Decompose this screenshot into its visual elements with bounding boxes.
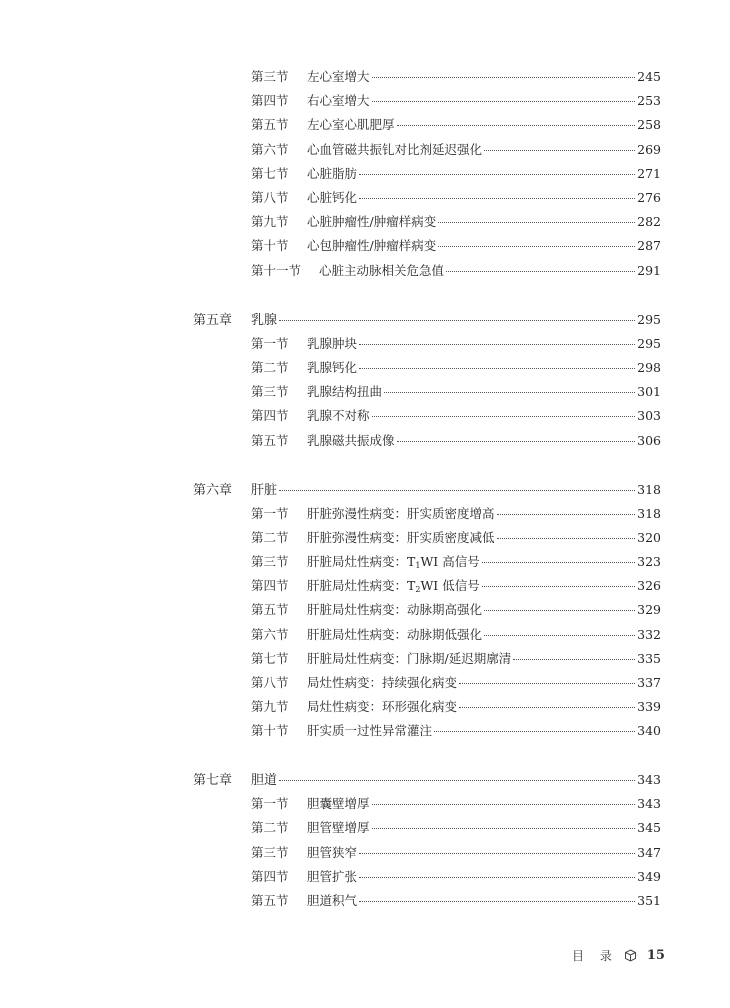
toc-section-row[interactable] <box>251 843 661 863</box>
toc-section-row[interactable] <box>251 382 661 402</box>
chapter-title: 乳腺 <box>251 313 278 328</box>
toc-section-row[interactable] <box>251 236 661 256</box>
toc-section-row[interactable] <box>251 721 661 741</box>
page-number: 245 <box>637 69 661 84</box>
page-number: 337 <box>637 675 661 690</box>
toc-section-row[interactable] <box>251 794 661 814</box>
page-number: 269 <box>637 142 661 157</box>
page-number: 335 <box>637 651 661 666</box>
page-number: 298 <box>637 360 661 375</box>
section-number: 第三节 <box>251 384 289 399</box>
toc-section-row[interactable] <box>251 673 661 693</box>
section-number: 第三节 <box>251 554 289 569</box>
dot-leader <box>482 585 635 587</box>
section-number: 第二节 <box>251 820 289 835</box>
section-title: 肝脏局灶性病变：门脉期/延迟期廓清 <box>307 651 512 666</box>
section-title: 肝实质一过性异常灌注 <box>307 723 433 738</box>
dot-leader <box>434 730 635 732</box>
section-title-suffix: WI 高信号 <box>420 554 480 569</box>
section-title: 乳腺肿块 <box>307 336 358 351</box>
section-title: 心脏钙化 <box>307 190 358 205</box>
dot-leader <box>359 367 635 369</box>
section-title: 心脏主动脉相关危急值 <box>319 263 445 278</box>
section-number: 第四节 <box>251 408 289 423</box>
section-title: 乳腺结构扭曲 <box>307 384 383 399</box>
section-title: 胆管扩张 <box>307 869 358 884</box>
section-number: 第六节 <box>251 142 289 157</box>
page-number: 332 <box>637 627 661 642</box>
page-number: 329 <box>637 602 661 617</box>
section-number: 第五节 <box>251 893 289 908</box>
dot-leader <box>484 634 635 636</box>
toc-section-row[interactable] <box>251 504 661 524</box>
dot-leader <box>446 270 635 272</box>
dot-leader <box>497 537 636 539</box>
section-title-prefix: 肝脏局灶性病变：T <box>307 554 416 569</box>
section-title: 右心室增大 <box>307 93 370 108</box>
page-number: 282 <box>637 214 661 229</box>
toc-section-row[interactable] <box>251 528 661 548</box>
section-title: 乳腺磁共振成像 <box>307 433 395 448</box>
dot-leader <box>359 900 635 902</box>
toc-section-row[interactable] <box>251 552 661 572</box>
toc-section-row[interactable] <box>251 600 661 620</box>
section-number: 第三节 <box>251 69 289 84</box>
dot-leader <box>279 319 635 321</box>
toc-chapter-row[interactable] <box>193 480 661 500</box>
section-title: 局灶性病变：持续强化病变 <box>307 675 458 690</box>
section-number: 第一节 <box>251 796 289 811</box>
page-number: 326 <box>637 578 661 593</box>
toc-section-row[interactable] <box>251 625 661 645</box>
dot-leader <box>438 245 635 247</box>
toc-section-row[interactable] <box>251 406 661 426</box>
subscript-digit: 2 <box>415 585 421 594</box>
footer-section-name: 目 录 <box>572 948 618 963</box>
page-number: 318 <box>637 506 661 521</box>
toc-section-row[interactable] <box>251 140 661 160</box>
dot-leader <box>372 827 636 829</box>
dot-leader <box>497 513 636 515</box>
section-title: 心脏脂肪 <box>307 166 358 181</box>
section-title: 胆管狭窄 <box>307 845 358 860</box>
page-number: 343 <box>637 796 661 811</box>
dot-leader <box>459 706 635 708</box>
toc-chapter-row[interactable] <box>193 770 661 790</box>
page-number: 295 <box>637 336 661 351</box>
book-cube-icon <box>624 949 637 962</box>
page-number: 295 <box>637 312 661 327</box>
toc-section-row[interactable] <box>251 261 661 281</box>
page-number: 303 <box>637 408 661 423</box>
page-number: 306 <box>637 433 661 448</box>
page-number: 291 <box>637 263 661 278</box>
section-number: 第一节 <box>251 506 289 521</box>
toc-section-row[interactable] <box>251 867 661 887</box>
page-number: 258 <box>637 117 661 132</box>
section-title: 肝脏弥漫性病变：肝实质密度减低 <box>307 530 495 545</box>
page-number: 318 <box>637 482 661 497</box>
section-number: 第一节 <box>251 336 289 351</box>
section-title: 心包肿瘤性/肿瘤样病变 <box>307 238 437 253</box>
section-title <box>307 576 480 596</box>
page-number: 343 <box>637 772 661 787</box>
section-number: 第九节 <box>251 699 289 714</box>
section-number: 第九节 <box>251 214 289 229</box>
section-number: 第八节 <box>251 675 289 690</box>
dot-leader <box>359 197 635 199</box>
section-number: 第五节 <box>251 117 289 132</box>
subscript-digit: 1 <box>415 561 421 570</box>
toc-section-row[interactable] <box>251 649 661 669</box>
section-title: 心血管磁共振钆对比剂延迟强化 <box>307 142 483 157</box>
dot-leader <box>372 76 636 78</box>
section-number: 第十节 <box>251 723 289 738</box>
dot-leader <box>397 124 636 126</box>
section-title: 肝脏局灶性病变：动脉期高强化 <box>307 602 483 617</box>
section-title-suffix: WI 低信号 <box>420 578 480 593</box>
page-number: 253 <box>637 93 661 108</box>
dot-leader <box>372 415 636 417</box>
toc-section-row[interactable] <box>251 818 661 838</box>
section-number: 第八节 <box>251 190 289 205</box>
page-number: 271 <box>637 166 661 181</box>
section-number: 第五节 <box>251 602 289 617</box>
section-title: 胆管壁增厚 <box>307 820 370 835</box>
section-number: 第六节 <box>251 627 289 642</box>
toc-section-row[interactable] <box>251 67 661 87</box>
dot-leader <box>279 779 635 781</box>
section-number: 第十节 <box>251 238 289 253</box>
page-number: 347 <box>637 845 661 860</box>
toc-section-row[interactable] <box>251 188 661 208</box>
section-number: 第十一节 <box>251 263 302 278</box>
section-number: 第五节 <box>251 433 289 448</box>
toc-chapter-row[interactable] <box>193 310 661 330</box>
dot-leader <box>359 343 635 345</box>
section-title: 心脏肿瘤性/肿瘤样病变 <box>307 214 437 229</box>
section-title-prefix: 肝脏局灶性病变：T <box>307 578 416 593</box>
dot-leader <box>459 682 635 684</box>
footer-page-number: 15 <box>646 947 665 963</box>
page-number: 345 <box>637 820 661 835</box>
toc-section-row[interactable] <box>251 115 661 135</box>
chapter-title: 肝脏 <box>251 483 278 498</box>
page-number: 351 <box>637 893 661 908</box>
dot-leader <box>438 221 635 223</box>
section-number: 第二节 <box>251 530 289 545</box>
chapter-number: 第五章 <box>193 313 233 328</box>
page-number: 276 <box>637 190 661 205</box>
dot-leader <box>359 852 635 854</box>
page-number: 287 <box>637 238 661 253</box>
toc-section-row[interactable] <box>251 431 661 451</box>
dot-leader <box>482 561 635 563</box>
section-title <box>307 552 480 572</box>
chapter-number: 第七章 <box>193 773 233 788</box>
section-title: 肝脏局灶性病变：动脉期低强化 <box>307 627 483 642</box>
section-title: 乳腺不对称 <box>307 408 370 423</box>
section-number: 第四节 <box>251 578 289 593</box>
section-number: 第二节 <box>251 360 289 375</box>
page-footer <box>572 945 665 965</box>
dot-leader <box>372 100 636 102</box>
dot-leader <box>397 440 636 442</box>
toc-section-row[interactable] <box>251 212 661 232</box>
section-title: 左心室增大 <box>307 69 370 84</box>
dot-leader <box>513 658 635 660</box>
toc-section-row[interactable] <box>251 697 661 717</box>
section-number: 第七节 <box>251 166 289 181</box>
section-title: 胆囊壁增厚 <box>307 796 370 811</box>
toc-section-row[interactable] <box>251 334 661 354</box>
dot-leader <box>372 803 636 805</box>
dot-leader <box>484 609 635 611</box>
dot-leader <box>359 876 635 878</box>
page-number: 339 <box>637 699 661 714</box>
dot-leader <box>359 173 635 175</box>
chapter-number: 第六章 <box>193 483 233 498</box>
section-number: 第七节 <box>251 651 289 666</box>
chapter-title: 胆道 <box>251 773 278 788</box>
section-number: 第四节 <box>251 93 289 108</box>
dot-leader <box>279 489 635 491</box>
page-number: 320 <box>637 530 661 545</box>
toc-section-row[interactable] <box>251 891 661 911</box>
dot-leader <box>484 149 635 151</box>
section-title: 局灶性病变：环形强化病变 <box>307 699 458 714</box>
toc-section-row[interactable] <box>251 164 661 184</box>
page-number: 301 <box>637 384 661 399</box>
section-title: 胆道积气 <box>307 893 358 908</box>
page-number: 349 <box>637 869 661 884</box>
section-title: 左心室心肌肥厚 <box>307 117 395 132</box>
page-number: 323 <box>637 554 661 569</box>
section-title: 乳腺钙化 <box>307 360 358 375</box>
toc-section-row[interactable] <box>251 91 661 111</box>
section-number: 第四节 <box>251 869 289 884</box>
page-number: 340 <box>637 723 661 738</box>
toc-section-row[interactable] <box>251 358 661 378</box>
toc-section-row[interactable] <box>251 576 661 596</box>
section-number: 第三节 <box>251 845 289 860</box>
section-title: 肝脏弥漫性病变：肝实质密度增高 <box>307 506 495 521</box>
dot-leader <box>384 391 635 393</box>
